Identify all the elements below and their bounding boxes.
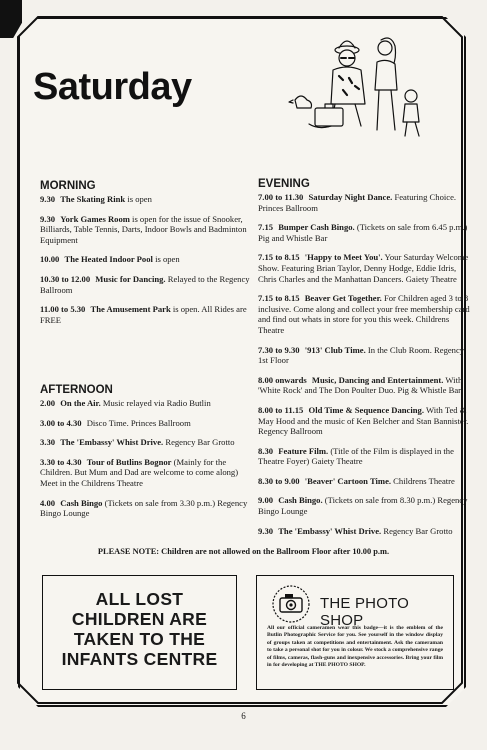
list-item: 3.30 The 'Embassy' Whist Drive. Regency Bar Grotto xyxy=(40,437,235,448)
list-item: 7.15 to 8.15 Beaver Get Together. For Children aged 3 to 8 inclusive. Come along and collect your free membership card and find out whats in store for you this week. Childrens Theatre xyxy=(258,293,470,335)
list-item: 8.30 Feature Film. (Title of the Film is displayed in the Theatre Foyer) Gaiety Theatre xyxy=(258,445,454,467)
evening-section xyxy=(258,178,470,545)
photo-shop-text: All our official cameramen wear this badge—it is the emblem of the Butlin Photographic Service for you. See yourself in the window display of groups taken at competitions and entertainment. Ask the cameraman to take a personal shot for you in colour. We stock a comprehensive range of films, cameras, flash-guns and inexpensive accessories. Bring your film in for developing at THE PHOTO SHOP. xyxy=(267,625,443,669)
list-item: 9.30 The 'Embassy' Whist Drive. Regency Bar Grotto xyxy=(258,525,453,536)
list-item: 9.30 York Games Room is open for the issue of Snooker, Billiards, Table Tennis, Darts, Indoor Bowls and Badminton Equipment xyxy=(40,213,247,245)
page-title: Saturday xyxy=(33,66,192,108)
list-item: 9.00 Cash Bingo. (Tickets on sale from 8.30 p.m.) Regency Bingo Lounge xyxy=(258,495,468,517)
list-item: 9.30 The Skating Rink is open xyxy=(40,194,152,204)
list-item: 10.00 The Heated Indoor Pool is open xyxy=(40,254,180,265)
afternoon-section xyxy=(40,384,252,528)
list-item: 8.30 to 9.00 'Beaver' Cartoon Time. Childrens Theatre xyxy=(258,475,455,486)
list-item: 7.15 Bumper Cash Bingo. (Tickets on sale from 6.45 p.m.) Pig and Whistle Bar xyxy=(258,222,468,243)
list-item: 7.30 to 9.30 '913' Club Time. In the Club Room. Regency 1st Floor xyxy=(258,344,465,366)
lost-children-text: ALL LOST CHILDREN ARE TAKEN TO THE INFANTS CENTRE xyxy=(61,589,218,669)
morning-heading: MORNING xyxy=(40,180,96,192)
photo-shop-title: THE PHOTO SHOP xyxy=(320,595,410,629)
list-item: 3.30 to 4.30 Tour of Butlins Bognor (Mainly for the Children. But Mum and Dad are welcome to come along) Meet in the Childrens Theatre xyxy=(40,456,239,488)
photo-shop-box xyxy=(256,575,454,690)
evening-heading: EVENING xyxy=(258,178,310,190)
list-item: 8.00 to 11.15 Old Time & Sequence Dancing. With Ted & May Hood and the music of Ken Belcher and Stan Bannister. Regency Ballroom xyxy=(258,404,469,437)
list-item: 11.00 to 5.30 The Amusement Park is open. All Rides are FREE xyxy=(40,304,247,325)
lost-children-box xyxy=(42,575,237,690)
page-number: 6 xyxy=(241,711,246,721)
list-item: 8.00 onwards Music, Dancing and Entertainment. With 'White Rock' and The Don Poulter Duo. Pig & Whistle Bar xyxy=(258,374,463,396)
list-item: 3.00 to 4.30 Disco Time. Princes Ballroom xyxy=(40,417,191,428)
afternoon-heading: AFTERNOON xyxy=(40,384,113,396)
list-item: 2.00 On the Air. Music relayed via Radio Butlin xyxy=(40,398,211,408)
list-item: 7.15 to 8.15 'Happy to Meet You'. Your Saturday Welcome Show. Featuring Brian Taylor, Denny Hodge, Eddie Idris, Chris Charles and the Manhattan Dancers. Gaiety Theatre xyxy=(258,252,469,284)
list-item: 4.00 Cash Bingo (Tickets on sale from 3.30 p.m.) Regency Bingo Lounge xyxy=(40,497,248,519)
morning-section xyxy=(40,180,252,334)
page-corner-tab xyxy=(0,0,22,38)
list-item: 7.00 to 11.30 Saturday Night Dance. Featuring Choice. Princes Ballroom xyxy=(258,192,457,213)
holidaymakers-illustration xyxy=(285,26,435,144)
ballroom-note: PLEASE NOTE: Children are not allowed on the Ballroom Floor after 10.00 p.m. xyxy=(97,547,390,556)
list-item: 10.30 to 12.00 Music for Dancing. Relayed to the Regency Ballroom xyxy=(40,273,250,295)
camera-badge-icon xyxy=(271,584,311,624)
